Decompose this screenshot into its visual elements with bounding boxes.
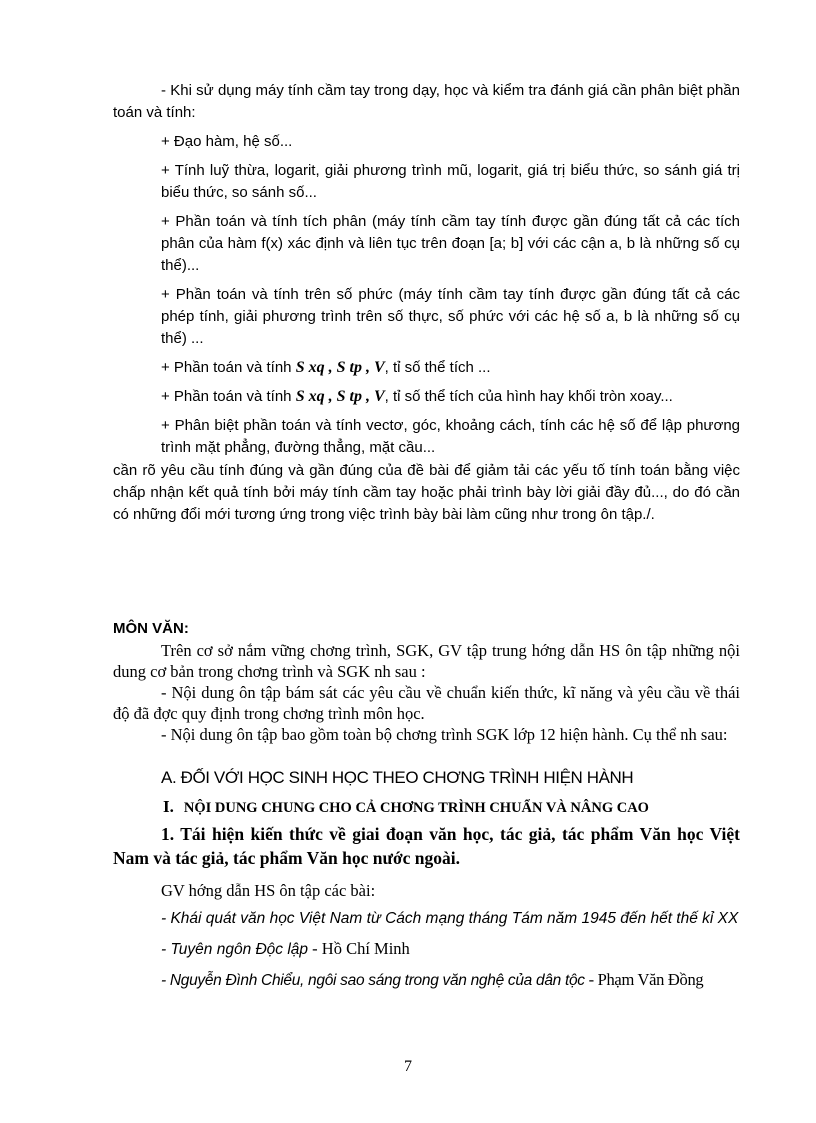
literature-p3: - Nội dung ôn tập bao gồm toàn bộ chơng trình SGK lớp 12 hiện hành. Cụ thể nh sau: bbox=[161, 725, 728, 744]
math-item-power: + Tính luỹ thừa, logarit, giải phương trình mũ, logarit, giá trị biểu thức, so sánh giá trị biểu thức, so sánh số... bbox=[161, 162, 740, 201]
work-title: - Khái quát văn học Việt Nam từ Cách mạng tháng Tám năm 1945 đến hết thế kỉ XX bbox=[161, 910, 739, 927]
math-intro: - Khi sử dụng máy tính cầm tay trong dạy, học và kiểm tra đánh giá cần phân biệt phần toán và tính: bbox=[113, 82, 740, 121]
section-a-heading: A. ĐỐI VỚI HỌC SINH HỌC THEO CHƠNG TRÌNH HIỆN HÀNH bbox=[161, 768, 634, 787]
section-i-number: I. bbox=[163, 797, 174, 816]
formula-sxq-stp-v: S xq , S tp , V bbox=[295, 388, 385, 405]
math-item-complex: + Phần toán và tính trên số phức (máy tính cầm tay tính được gần đúng tất cả các phép tính, giải phương trình trên số thực, số phức với các hệ số a, b là những số cụ thể) ... bbox=[161, 286, 740, 347]
section-i-heading bbox=[113, 797, 803, 817]
literature-p1: Trên cơ sở nắm vững chơng trình, SGK, GV tập trung hớng dẫn HS ôn tập những nội dung cơ bản trong chơng trình và SGK nh sau : bbox=[113, 641, 740, 681]
math-item-revolution bbox=[113, 386, 740, 408]
work-item-declaration bbox=[113, 938, 740, 961]
math-item-volume bbox=[113, 357, 740, 379]
work-title: - Nguyễn Đình Chiểu, ngôi sao sáng trong văn nghệ của dân tộc bbox=[161, 972, 585, 989]
work-item-nguyen-dinh-chieu bbox=[113, 969, 740, 992]
literature-p2: - Nội dung ôn tập bám sát các yêu cầu về chuẩn kiến thức, kĩ năng và yêu cầu về thái độ đã đợc quy định trong chơng trình môn học. bbox=[113, 683, 740, 723]
formula-sxq-stp-v: S xq , S tp , V bbox=[295, 359, 385, 376]
work-author: - Phạm Văn Đồng bbox=[584, 970, 704, 989]
guide-text: GV hớng dẫn HS ôn tập các bài: bbox=[161, 881, 376, 900]
work-item-overview bbox=[113, 907, 740, 930]
math-section bbox=[113, 80, 740, 533]
page-number: 7 bbox=[404, 1058, 412, 1075]
work-title: - Tuyên ngôn Độc lập bbox=[161, 941, 309, 958]
math-item-integral: + Phần toán và tính tích phân (máy tính cầm tay tính được gần đúng tất cả các tích phân của hàm f(x) xác định và liên tục trên đoạn [a; b] với các cận a, b là những số cụ thể)... bbox=[161, 213, 740, 274]
formula-prefix: + Phần toán và tính bbox=[161, 359, 292, 376]
formula-suffix: , tỉ số thể tích của hình hay khối tròn xoay... bbox=[384, 388, 673, 405]
work-author: - Hồ Chí Minh bbox=[308, 939, 410, 958]
literature-section bbox=[113, 640, 740, 745]
subsection-1-heading: 1. Tái hiện kiến thức về giai đoạn văn học, tác giả, tác phẩm Văn học Việt Nam và tác giả, tác phẩm Văn học nước ngoài. bbox=[113, 824, 740, 868]
literature-heading: MÔN VĂN: bbox=[113, 620, 189, 637]
works-list bbox=[113, 907, 740, 992]
formula-prefix: + Phần toán và tính bbox=[161, 388, 292, 405]
math-conclusion: cần rõ yêu cầu tính đúng và gần đúng của đề bài để giảm tải các yếu tố tính toán bằng việc chấp nhận kết quả tính bởi máy tính cầm tay hoặc phải trình bày lời giải đầy đủ..., do đó cần có những đổi mới tương ứng trong việc trình bày bài làm cũng như trong ôn tập./. bbox=[113, 462, 740, 523]
math-item-derivative: + Đạo hàm, hệ số... bbox=[161, 133, 293, 150]
section-i-title: NỘI DUNG CHUNG CHO CẢ CHƠNG TRÌNH CHUẨN VÀ NÂNG CAO bbox=[183, 800, 649, 816]
math-item-vector: + Phân biệt phần toán và tính vectơ, góc, khoảng cách, tính các hệ số để lập phương trình mặt phẳng, đường thẳng, mặt cầu... bbox=[161, 417, 740, 456]
formula-suffix: , tỉ số thể tích ... bbox=[384, 359, 491, 376]
